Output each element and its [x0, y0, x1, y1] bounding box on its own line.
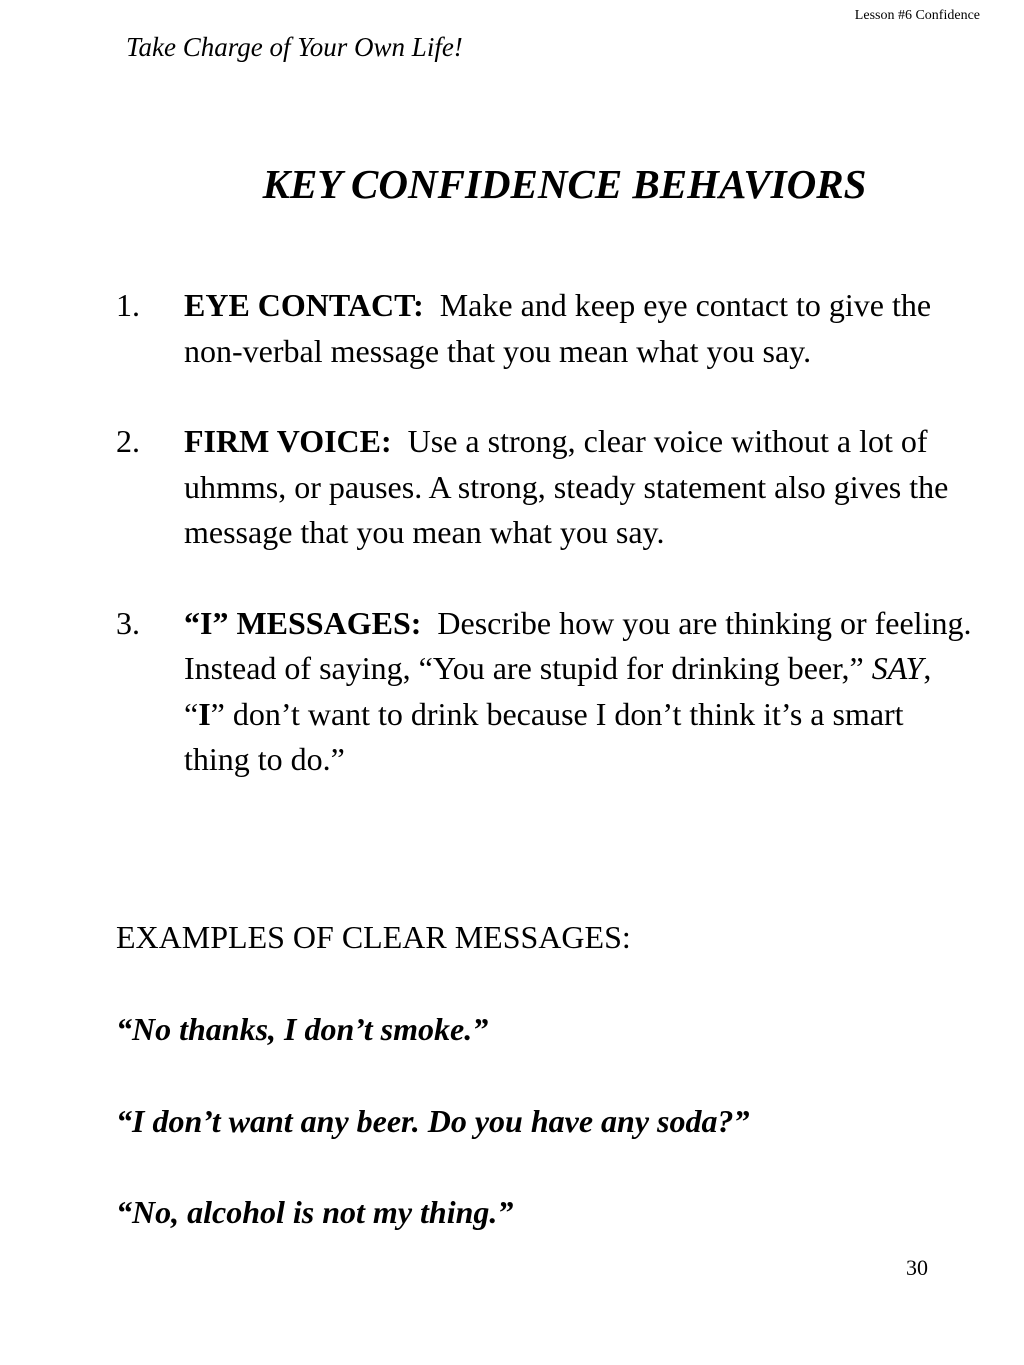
page-title: KEY CONFIDENCE BEHAVIORS	[262, 161, 867, 207]
say-word: SAY	[871, 650, 924, 686]
item-number: 3.	[116, 604, 140, 641]
bold-i: I	[198, 695, 211, 732]
list-item-eye-contact	[116, 283, 976, 374]
lesson-label: Lesson #6 Confidence	[854, 8, 980, 23]
item-text: Describe how you are thinking or feeling. Instead of saying, “You are stupid for drinking beer,”	[184, 604, 972, 686]
page-number: 30	[906, 1255, 928, 1280]
example-quote: “I don’t want any beer. Do you have any soda?”	[116, 1103, 750, 1139]
list-item-firm-voice	[116, 419, 976, 556]
item-number: 2.	[116, 423, 140, 459]
behavior-list	[116, 283, 976, 828]
tagline: Take Charge of Your Own Life!	[126, 32, 463, 62]
list-item-i-messages	[116, 601, 976, 783]
item-number: 1.	[116, 287, 140, 323]
item-text: , “	[184, 650, 932, 732]
example-quote: “No, alcohol is not my thing.”	[116, 1194, 514, 1230]
item-text: Use a strong, clear voice without a lot of uhmms, or pauses. A strong, steady statement also gives the message that you mean what you say.	[184, 423, 949, 550]
item-text: Make and keep eye contact to give the non-verbal message that you mean what you say.	[184, 287, 932, 369]
examples-heading: EXAMPLES OF CLEAR MESSAGES:	[116, 919, 631, 955]
item-label: FIRM VOICE:	[184, 423, 392, 459]
item-label: EYE CONTACT:	[184, 287, 424, 323]
item-text: ” don’t want to drink because I don’t think it’s a smart thing to do.”	[184, 695, 904, 777]
item-label: “I” MESSAGES:	[184, 604, 422, 641]
example-quote: “No thanks, I don’t smoke.”	[116, 1011, 489, 1047]
